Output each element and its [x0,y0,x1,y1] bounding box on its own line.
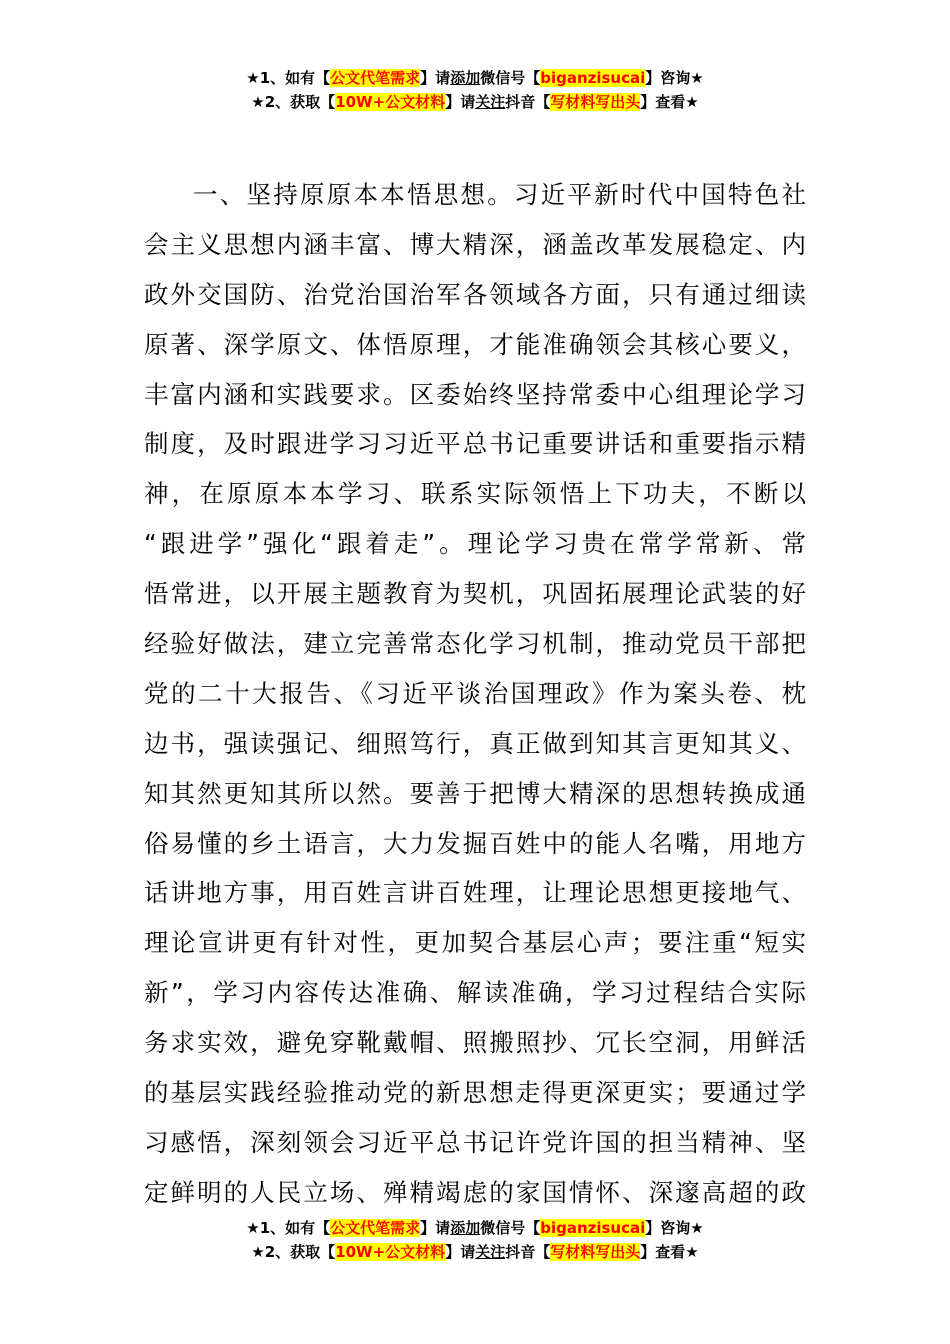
banner-text: 】咨询★ [645,69,704,87]
paragraph-line: 习感悟，深刻领会习近平总书记许党许国的担当精神、坚 [144,1127,806,1157]
paragraph-line: 定鲜明的人民立场、殚精竭虑的家国情怀、深邃高超的政 [144,1177,806,1207]
banner-text: ★1、如有【 [246,69,331,87]
paragraph-line: 边书，强读强记、细照笃行，真正做到知其言更知其义、 [144,728,806,758]
banner-text: 抖音【 [505,1243,551,1261]
banner-underline: 添加 [450,1219,481,1237]
banner-underline: 关注 [475,93,506,111]
paragraph-line: 新”，学习内容传达准确、解读准确，学习过程结合实际 [144,978,806,1008]
banner-highlight: 公文代笔需求 [330,69,421,87]
paragraph-line: 务求实效，避免穿靴戴帽、照搬照抄、冗长空洞，用鲜活 [144,1028,806,1058]
banner-text: 】查看★ [640,93,699,111]
banner-underline: 关注 [475,1243,506,1261]
paragraph-line: 俗易懂的乡土语言，大力发掘百姓中的能人名嘴，用地方 [144,828,806,858]
paragraph-line: 一、坚持原原本本悟思想。习近平新时代中国特色社 [193,180,806,209]
banner-text: 微信号【 [480,1219,541,1237]
banner-highlight: biganzisucai [540,69,646,87]
paragraph-line: 经验好做法，建立完善常态化学习机制，推动党员干部把 [144,629,806,659]
footer-banner [0,1216,950,1264]
banner-text: 】请 [445,93,476,111]
paragraph-line: 政外交国防、治党治国治军各领域各方面，只有通过细读 [144,279,806,309]
document-body [144,170,806,1218]
banner-line-1 [0,66,950,90]
banner-highlight: 写材料写出头 [550,93,641,111]
banner-highlight: 10W+公文材料 [335,93,446,111]
banner-text: 】请 [420,69,451,87]
banner-text: 】查看★ [640,1243,699,1261]
paragraph-line: 神，在原原本本学习、联系实际领悟上下功夫，不断以 [144,479,806,509]
banner-text: 微信号【 [480,69,541,87]
banner-text: 抖音【 [505,93,551,111]
banner-text: ★2、获取【 [251,1243,336,1261]
paragraph-line: 知其然更知其所以然。要善于把博大精深的思想转换成通 [144,778,806,808]
banner-highlight: 公文代笔需求 [330,1219,421,1237]
paragraph-line: “跟进学”强化“跟着走”。理论学习贵在常学常新、常 [144,529,806,559]
paragraph-line: 原著、深学原文、体悟原理，才能准确领会其核心要义， [144,329,806,359]
banner-underline: 添加 [450,69,481,87]
banner-text: ★1、如有【 [246,1219,331,1237]
paragraph-line: 理论宣讲更有针对性，更加契合基层心声；要注重“短实 [144,928,806,958]
paragraph-line: 党的二十大报告、《习近平谈治国理政》作为案头卷、枕 [144,678,806,708]
banner-highlight: 写材料写出头 [550,1243,641,1261]
banner-text: ★2、获取【 [251,93,336,111]
header-banner [0,66,950,114]
paragraph-line: 悟常进，以开展主题教育为契机，巩固拓展理论武装的好 [144,579,806,609]
banner-highlight: 10W+公文材料 [335,1243,446,1261]
banner-line-2 [0,90,950,114]
banner-text: 】咨询★ [645,1219,704,1237]
banner-text: 】请 [420,1219,451,1237]
paragraph-line: 的基层实践经验推动党的新思想走得更深更实；要通过学 [144,1078,806,1108]
paragraph-line: 话讲地方事，用百姓言讲百姓理，让理论思想更接地气、 [144,878,806,908]
paragraph-line: 会主义思想内涵丰富、博大精深，涵盖改革发展稳定、内 [144,229,806,259]
banner-highlight: biganzisucai [540,1219,646,1237]
paragraph-line: 制度，及时跟进学习习近平总书记重要讲话和重要指示精 [144,429,806,459]
banner-text: 】请 [445,1243,476,1261]
banner-line-2 [0,1240,950,1264]
banner-line-1 [0,1216,950,1240]
paragraph-line: 丰富内涵和实践要求。区委始终坚持常委中心组理论学习 [144,379,806,409]
